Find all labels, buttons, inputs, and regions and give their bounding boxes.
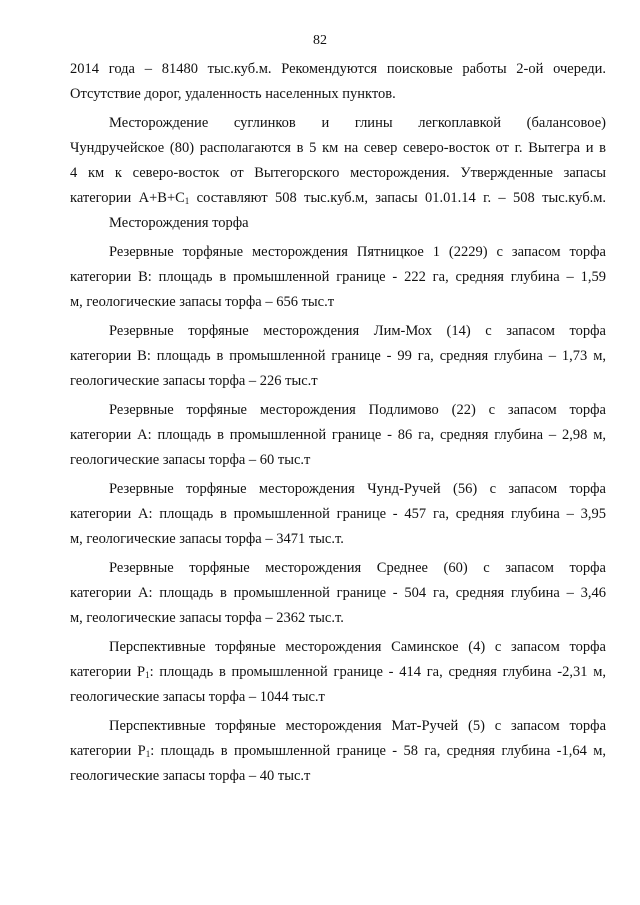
text-line (70, 369, 606, 394)
text-line-content: Перспективные торфяные месторождения Саминское (4) с запасом торфа (109, 639, 606, 655)
text-line (70, 265, 606, 290)
text-line-content: Месторождения торфа (109, 215, 249, 231)
text-line (70, 764, 606, 789)
text-line-content: Чундручейское (80) располагаются в 5 км на север северо-восток от г. Вытегра и в (70, 140, 606, 156)
text-line (70, 477, 606, 502)
text-line (70, 556, 606, 581)
text-line-content: категории А+В+С (70, 190, 185, 206)
text-line-content: геологические запасы торфа – 226 тыс.т (70, 373, 318, 389)
text-line-content: категории А: площадь в промышленной границе - 86 га, средняя глубина – 2,98 м, (70, 427, 606, 443)
text-line (70, 606, 606, 631)
text-line-content: Перспективные торфяные месторождения Мат-Ручей (5) с запасом торфа (109, 718, 606, 734)
text-line-content: категории В: площадь в промышленной границе - 222 га, средняя глубина – 1,59 (70, 269, 606, 285)
text-line (70, 685, 606, 710)
text-line (70, 423, 606, 448)
text-line (70, 398, 606, 423)
text-line-content: геологические запасы торфа – 60 тыс.т (70, 452, 311, 468)
text-line-content: 4 км к северо-восток от Вытегорского месторождения. Утвержденные запасы (70, 165, 606, 181)
text-line-content: геологические запасы торфа – 1044 тыс.т (70, 689, 325, 705)
text-line (70, 161, 606, 186)
text-line (70, 111, 606, 136)
subscript: 1 (184, 196, 190, 206)
text-line-content: категории А: площадь в промышленной границе - 457 га, средняя глубина – 3,95 (70, 506, 606, 522)
text-line-continuation: : площадь в промышленной границе - 58 га, средняя глубина -1,64 м, (150, 743, 606, 759)
text-line (70, 527, 606, 552)
text-line (70, 581, 606, 606)
text-line (70, 502, 606, 527)
text-line-content: 2014 года – 81480 тыс.куб.м. Рекомендуются поисковые работы 2-ой очереди. (70, 61, 606, 77)
text-line (70, 211, 606, 236)
document-body (70, 57, 606, 789)
text-line (70, 660, 606, 685)
text-line (70, 186, 606, 211)
text-line-content: Месторождение суглинков и глины легкоплавкой (балансовое) (109, 115, 606, 131)
text-line-content: категории Р (70, 743, 146, 759)
text-line (70, 82, 606, 107)
subscript: 1 (145, 670, 150, 680)
text-line-content: категории Р (70, 664, 146, 680)
text-line-content: м, геологические запасы торфа – 656 тыс.т (70, 294, 335, 310)
text-line-content: Резервные торфяные месторождения Пятницкое 1 (2229) с запасом торфа (109, 244, 606, 260)
text-line (70, 714, 606, 739)
text-line-content: м, геологические запасы торфа – 3471 тыс.т. (70, 531, 344, 547)
text-line (70, 57, 606, 82)
text-line (70, 739, 606, 764)
text-line-content: геологические запасы торфа – 40 тыс.т (70, 768, 311, 784)
text-line-continuation: : площадь в промышленной границе - 414 га, средняя глубина -2,31 м, (149, 664, 606, 680)
text-line-content: Резервные торфяные месторождения Лим-Мох (14) с запасом торфа (109, 323, 606, 339)
text-line-content: категории В: площадь в промышленной границе - 99 га, средняя глубина – 1,73 м, (70, 348, 606, 364)
text-line-content: Резервные торфяные месторождения Подлимово (22) с запасом торфа (109, 402, 606, 418)
text-line (70, 136, 606, 161)
text-line (70, 319, 606, 344)
text-line-content: категории А: площадь в промышленной границе - 504 га, средняя глубина – 3,46 (70, 585, 606, 601)
text-line-content: Резервные торфяные месторождения Чунд-Ручей (56) с запасом торфа (109, 481, 606, 497)
text-line (70, 448, 606, 473)
text-line-continuation: составляют 508 тыс.куб.м, запасы 01.01.14 г. – 508 тыс.куб.м. (189, 190, 606, 206)
text-line (70, 290, 606, 315)
text-line (70, 635, 606, 660)
text-line (70, 240, 606, 265)
text-line (70, 344, 606, 369)
text-line-content: м, геологические запасы торфа – 2362 тыс.т. (70, 610, 344, 626)
text-line-content: Отсутствие дорог, удаленность населенных пунктов. (70, 86, 396, 102)
page-number: 82 (313, 33, 327, 48)
subscript: 1 (145, 749, 151, 759)
text-line-content: Резервные торфяные месторождения Среднее (60) с запасом торфа (109, 560, 606, 576)
